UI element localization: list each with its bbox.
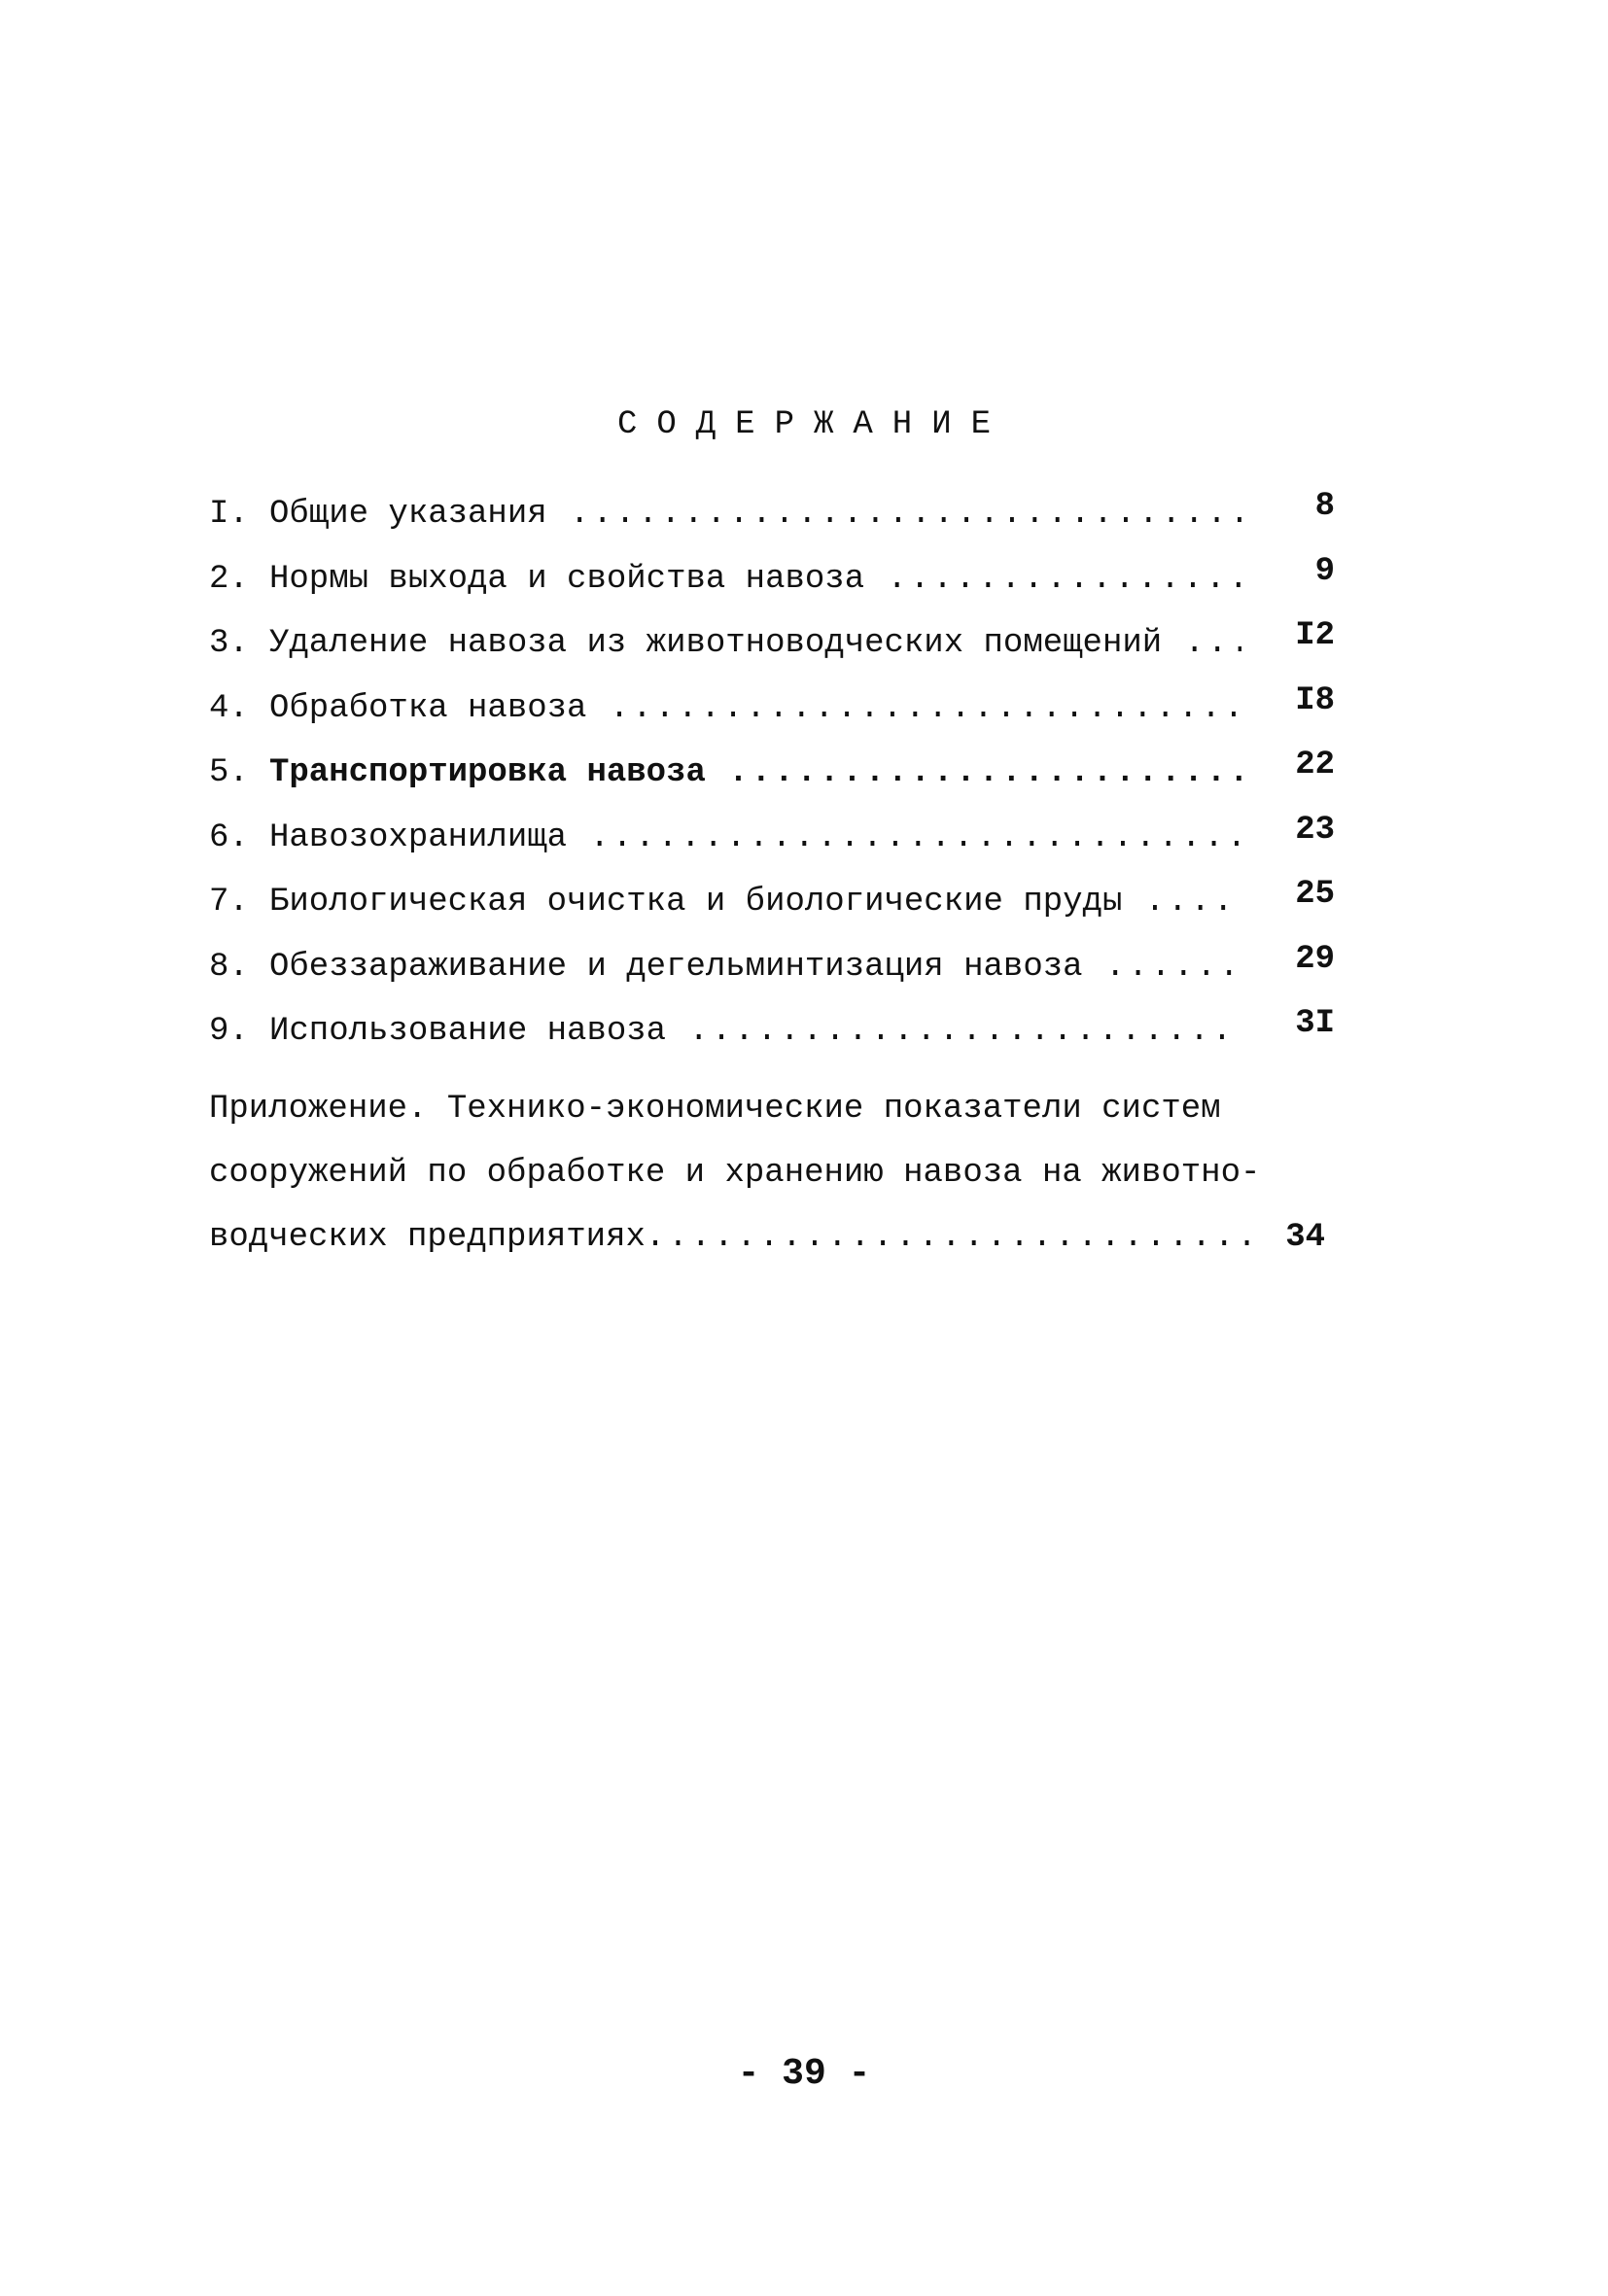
toc-entry-label bbox=[269, 999, 1241, 1064]
toc-entry-page: 9 bbox=[1267, 539, 1335, 605]
toc-entry bbox=[209, 806, 1346, 871]
toc-entry-label bbox=[269, 935, 1241, 1000]
toc-entry-label bbox=[269, 741, 1241, 806]
page-title: СОДЕРЖАНИЕ bbox=[616, 406, 1011, 443]
toc-entry-label bbox=[269, 806, 1241, 871]
appendix-page: 34 bbox=[1285, 1205, 1325, 1270]
toc-entry-label bbox=[269, 482, 1241, 547]
toc-entry-label bbox=[269, 611, 1241, 677]
toc-entry-label bbox=[269, 547, 1241, 612]
toc-entry-number: 3. bbox=[209, 625, 249, 662]
toc-entry-label-text: Обработка навоза bbox=[269, 689, 587, 727]
toc-entry-label-text: Нормы выхода и свойства навоза bbox=[269, 560, 865, 598]
toc-entry bbox=[209, 999, 1346, 1064]
appendix-line-text: водческих предприятиях bbox=[209, 1219, 646, 1256]
appendix-line-text: Приложение. Технико-экономические показатели систем bbox=[209, 1091, 1221, 1128]
toc-entry-page: 23 bbox=[1267, 798, 1335, 863]
appendix-line bbox=[209, 1141, 1337, 1205]
toc-entry-label bbox=[269, 870, 1241, 935]
toc-entry-label-text: Удаление навоза из животноводческих помещений bbox=[269, 625, 1163, 662]
toc-entry bbox=[209, 611, 1346, 677]
page-number-footer: - 39 - bbox=[737, 2053, 871, 2095]
toc-entry-label-text: Транспортировка навоза bbox=[269, 754, 706, 791]
appendix-line bbox=[209, 1205, 1337, 1270]
toc-entry-page: 25 bbox=[1267, 862, 1335, 927]
toc-entry-label-text: Обеззараживание и дегельминтизация навоза bbox=[269, 948, 1083, 986]
appendix-entry bbox=[209, 1077, 1337, 1270]
toc-entry bbox=[209, 935, 1346, 1000]
toc-entry bbox=[209, 547, 1346, 612]
appendix-line bbox=[209, 1077, 1337, 1141]
toc-entry bbox=[209, 482, 1346, 547]
table-of-contents bbox=[209, 482, 1346, 1064]
toc-entry-page: I2 bbox=[1267, 604, 1335, 669]
toc-entry-page: 22 bbox=[1267, 733, 1335, 798]
toc-entry-page: I8 bbox=[1267, 669, 1335, 734]
toc-entry-page: 8 bbox=[1267, 474, 1335, 539]
toc-entry-label-text: Использование навоза bbox=[269, 1013, 667, 1050]
toc-entry-label-text: Общие указания bbox=[269, 496, 547, 533]
appendix-last-line bbox=[209, 1205, 1267, 1270]
toc-entry-label-text: Навозохранилища bbox=[269, 818, 568, 856]
toc-entry-page: 3I bbox=[1267, 991, 1335, 1057]
toc-entry-number: 8. bbox=[209, 948, 249, 986]
toc-entry bbox=[209, 741, 1346, 806]
toc-entry-number: 2. bbox=[209, 560, 249, 598]
appendix-line-text: сооружений по обработке и хранению навоза на животно- bbox=[209, 1155, 1261, 1192]
toc-entry-number: 7. bbox=[209, 884, 249, 921]
toc-entry bbox=[209, 677, 1346, 742]
toc-entry-number: 5. bbox=[209, 754, 249, 791]
toc-entry-number: 9. bbox=[209, 1013, 249, 1050]
toc-entry-number: I. bbox=[209, 496, 249, 533]
toc-entry-number: 6. bbox=[209, 818, 249, 856]
toc-entry bbox=[209, 870, 1346, 935]
toc-entry-label-text: Биологическая очистка и биологические пруды bbox=[269, 884, 1123, 921]
toc-entry-number: 4. bbox=[209, 689, 249, 727]
toc-entry-page: 29 bbox=[1267, 927, 1335, 992]
toc-entry-label bbox=[269, 677, 1241, 742]
